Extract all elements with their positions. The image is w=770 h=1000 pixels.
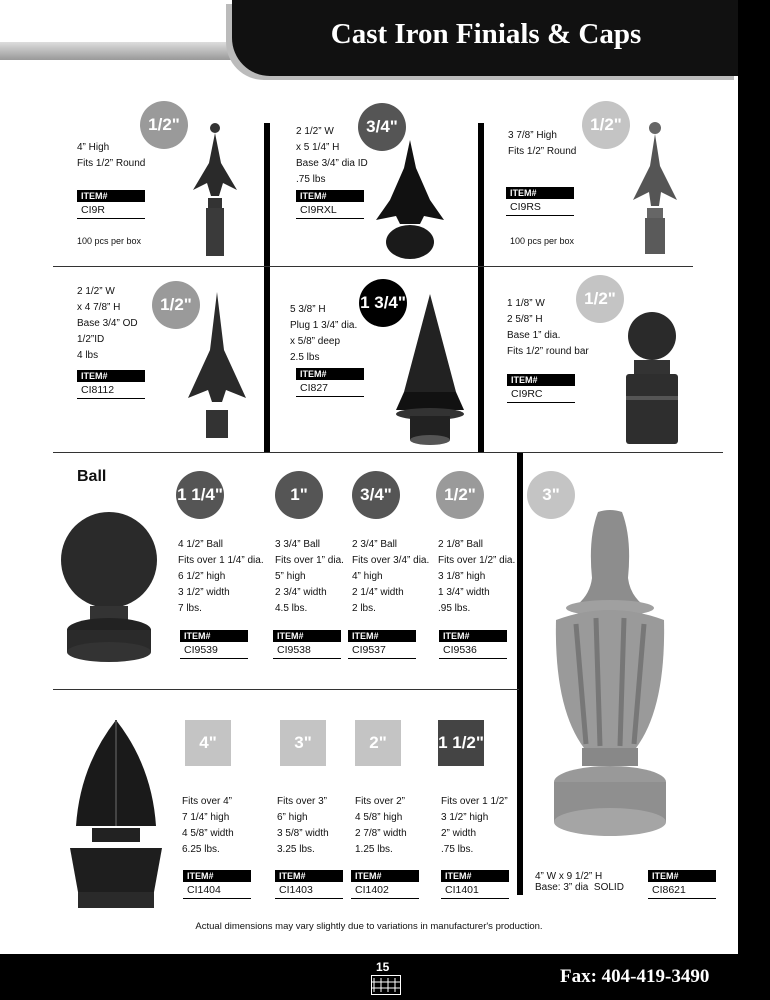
size-badge: 1/2" xyxy=(576,275,624,323)
product-description: 4” High Fits 1/2” Round xyxy=(77,142,146,169)
item-code xyxy=(441,870,509,899)
product-description: 2 1/8” Ball Fits over 1/2” dia. 3 1/8” high 1 3/4” width .95 lbs. xyxy=(438,539,516,614)
page-number: 15 xyxy=(376,960,390,974)
finial-image xyxy=(625,118,685,258)
item-label: ITEM# xyxy=(77,190,145,202)
item-label: ITEM# xyxy=(296,368,364,380)
size-badge: 1/2" xyxy=(582,101,630,149)
item-number: CI1402 xyxy=(351,882,419,899)
item-code xyxy=(351,870,419,899)
divider-horizontal xyxy=(53,452,723,453)
divider-horizontal xyxy=(53,266,693,267)
product-description: 2 1/2” W x 5 1/4” H Base 3/4” dia ID .75 lbs xyxy=(296,126,368,185)
product-description: Fits over 1 1/2” 3 1/2” high 2” width .75 lbs. xyxy=(441,796,508,855)
finial-image xyxy=(182,290,252,442)
size-badge: 3" xyxy=(527,471,575,519)
item-label: ITEM# xyxy=(348,630,416,642)
item-code xyxy=(348,630,416,659)
item-label: ITEM# xyxy=(507,374,575,386)
item-code xyxy=(439,630,507,659)
item-label: ITEM# xyxy=(180,630,248,642)
item-code xyxy=(296,190,364,219)
item-code xyxy=(506,187,574,216)
size-badge: 1 1/2" xyxy=(438,720,484,766)
size-badge: 1" xyxy=(275,471,323,519)
right-edge-bar xyxy=(738,0,770,1000)
size-badge: 1 3/4" xyxy=(359,279,407,327)
item-code xyxy=(296,368,364,397)
item-number: CI1403 xyxy=(275,882,343,899)
item-code xyxy=(507,374,575,403)
item-number: CI9RS xyxy=(506,199,574,216)
fence-logo-icon xyxy=(371,975,401,995)
product-description: 4 1/2” Ball Fits over 1 1/4” dia. 6 1/2” high 3 1/2” width 7 lbs. xyxy=(178,539,264,614)
size-badge: 2" xyxy=(355,720,401,766)
item-number: CI1401 xyxy=(441,882,509,899)
item-label: ITEM# xyxy=(441,870,509,882)
item-number: CI9538 xyxy=(273,642,341,659)
divider-vertical xyxy=(264,123,270,453)
product-description: 4” W x 9 1/2” H Base: 3” dia SOLID xyxy=(535,871,624,893)
size-badge: 3" xyxy=(280,720,326,766)
size-badge: 1 1/4" xyxy=(176,471,224,519)
item-code xyxy=(180,630,248,659)
item-label: ITEM# xyxy=(77,370,145,382)
header-decorative-band xyxy=(0,42,250,60)
size-badge: 4" xyxy=(185,720,231,766)
item-label: ITEM# xyxy=(439,630,507,642)
item-number: CI8112 xyxy=(77,382,145,399)
item-label: ITEM# xyxy=(183,870,251,882)
size-badge: 1/2" xyxy=(152,281,200,329)
section-heading-ball: Ball xyxy=(77,468,107,485)
item-number: CI9RC xyxy=(507,386,575,403)
item-number: CI9RXL xyxy=(296,202,364,219)
product-description: Fits over 3” 6” high 3 5/8” width 3.25 lbs. xyxy=(277,796,329,855)
size-badge: 1/2" xyxy=(436,471,484,519)
item-number: CI9536 xyxy=(439,642,507,659)
size-badge: 3/4" xyxy=(352,471,400,519)
item-code xyxy=(77,190,145,219)
finial-image xyxy=(390,292,470,448)
box-quantity-note: 100 pcs per box xyxy=(510,236,575,246)
item-number: CI8621 xyxy=(648,882,716,899)
urn-finial-image xyxy=(530,508,690,868)
item-label: ITEM# xyxy=(273,630,341,642)
finial-image xyxy=(185,118,245,258)
divider-vertical xyxy=(517,452,523,895)
item-number: CI827 xyxy=(296,380,364,397)
product-description: 3 7/8” High Fits 1/2” Round xyxy=(508,130,577,157)
item-number: CI9537 xyxy=(348,642,416,659)
product-description: 3 3/4” Ball Fits over 1” dia. 5” high 2 3/4” width 4.5 lbs. xyxy=(275,539,344,614)
disclaimer-note: Actual dimensions may vary slightly due to variations in manufacturer's production. xyxy=(195,921,543,932)
fax-number: Fax: 404-419-3490 xyxy=(560,966,710,987)
box-quantity-note: 100 pcs per box xyxy=(77,236,142,246)
size-badge: 1/2" xyxy=(140,101,188,149)
finial-image xyxy=(618,308,686,446)
item-code xyxy=(183,870,251,899)
item-number: CI9R xyxy=(77,202,145,219)
page-title: Cast Iron Finials & Caps xyxy=(330,18,642,50)
item-code xyxy=(275,870,343,899)
item-number: CI9539 xyxy=(180,642,248,659)
product-description: 2 1/2” W x 4 7/8” H Base 3/4” OD 1/2”ID 4 lbs xyxy=(77,286,138,361)
ball-finial-image xyxy=(56,508,162,670)
item-number: CI1404 xyxy=(183,882,251,899)
item-code xyxy=(273,630,341,659)
product-description: 2 3/4” Ball Fits over 3/4” dia. 4” high 2 1/4” width 2 lbs. xyxy=(352,539,430,614)
item-label: ITEM# xyxy=(275,870,343,882)
item-label: ITEM# xyxy=(296,190,364,202)
product-description: Fits over 4” 7 1/4” high 4 5/8” width 6.25 lbs. xyxy=(182,796,234,855)
item-label: ITEM# xyxy=(351,870,419,882)
divider-vertical xyxy=(478,123,484,453)
size-badge: 3/4" xyxy=(358,103,406,151)
item-label: ITEM# xyxy=(506,187,574,199)
finial-image xyxy=(370,138,450,260)
product-description: Fits over 2” 4 5/8” high 2 7/8” width 1.25 lbs. xyxy=(355,796,407,855)
divider-horizontal xyxy=(53,689,519,690)
item-code xyxy=(648,870,716,899)
item-code xyxy=(77,370,145,399)
product-description: 1 1/8” W 2 5/8” H Base 1” dia. Fits 1/2” round bar xyxy=(507,298,589,357)
cap-finial-image xyxy=(64,716,168,912)
item-label: ITEM# xyxy=(648,870,716,882)
product-description: 5 3/8” H Plug 1 3/4” dia. x 5/8” deep 2.5 lbs xyxy=(290,304,358,363)
